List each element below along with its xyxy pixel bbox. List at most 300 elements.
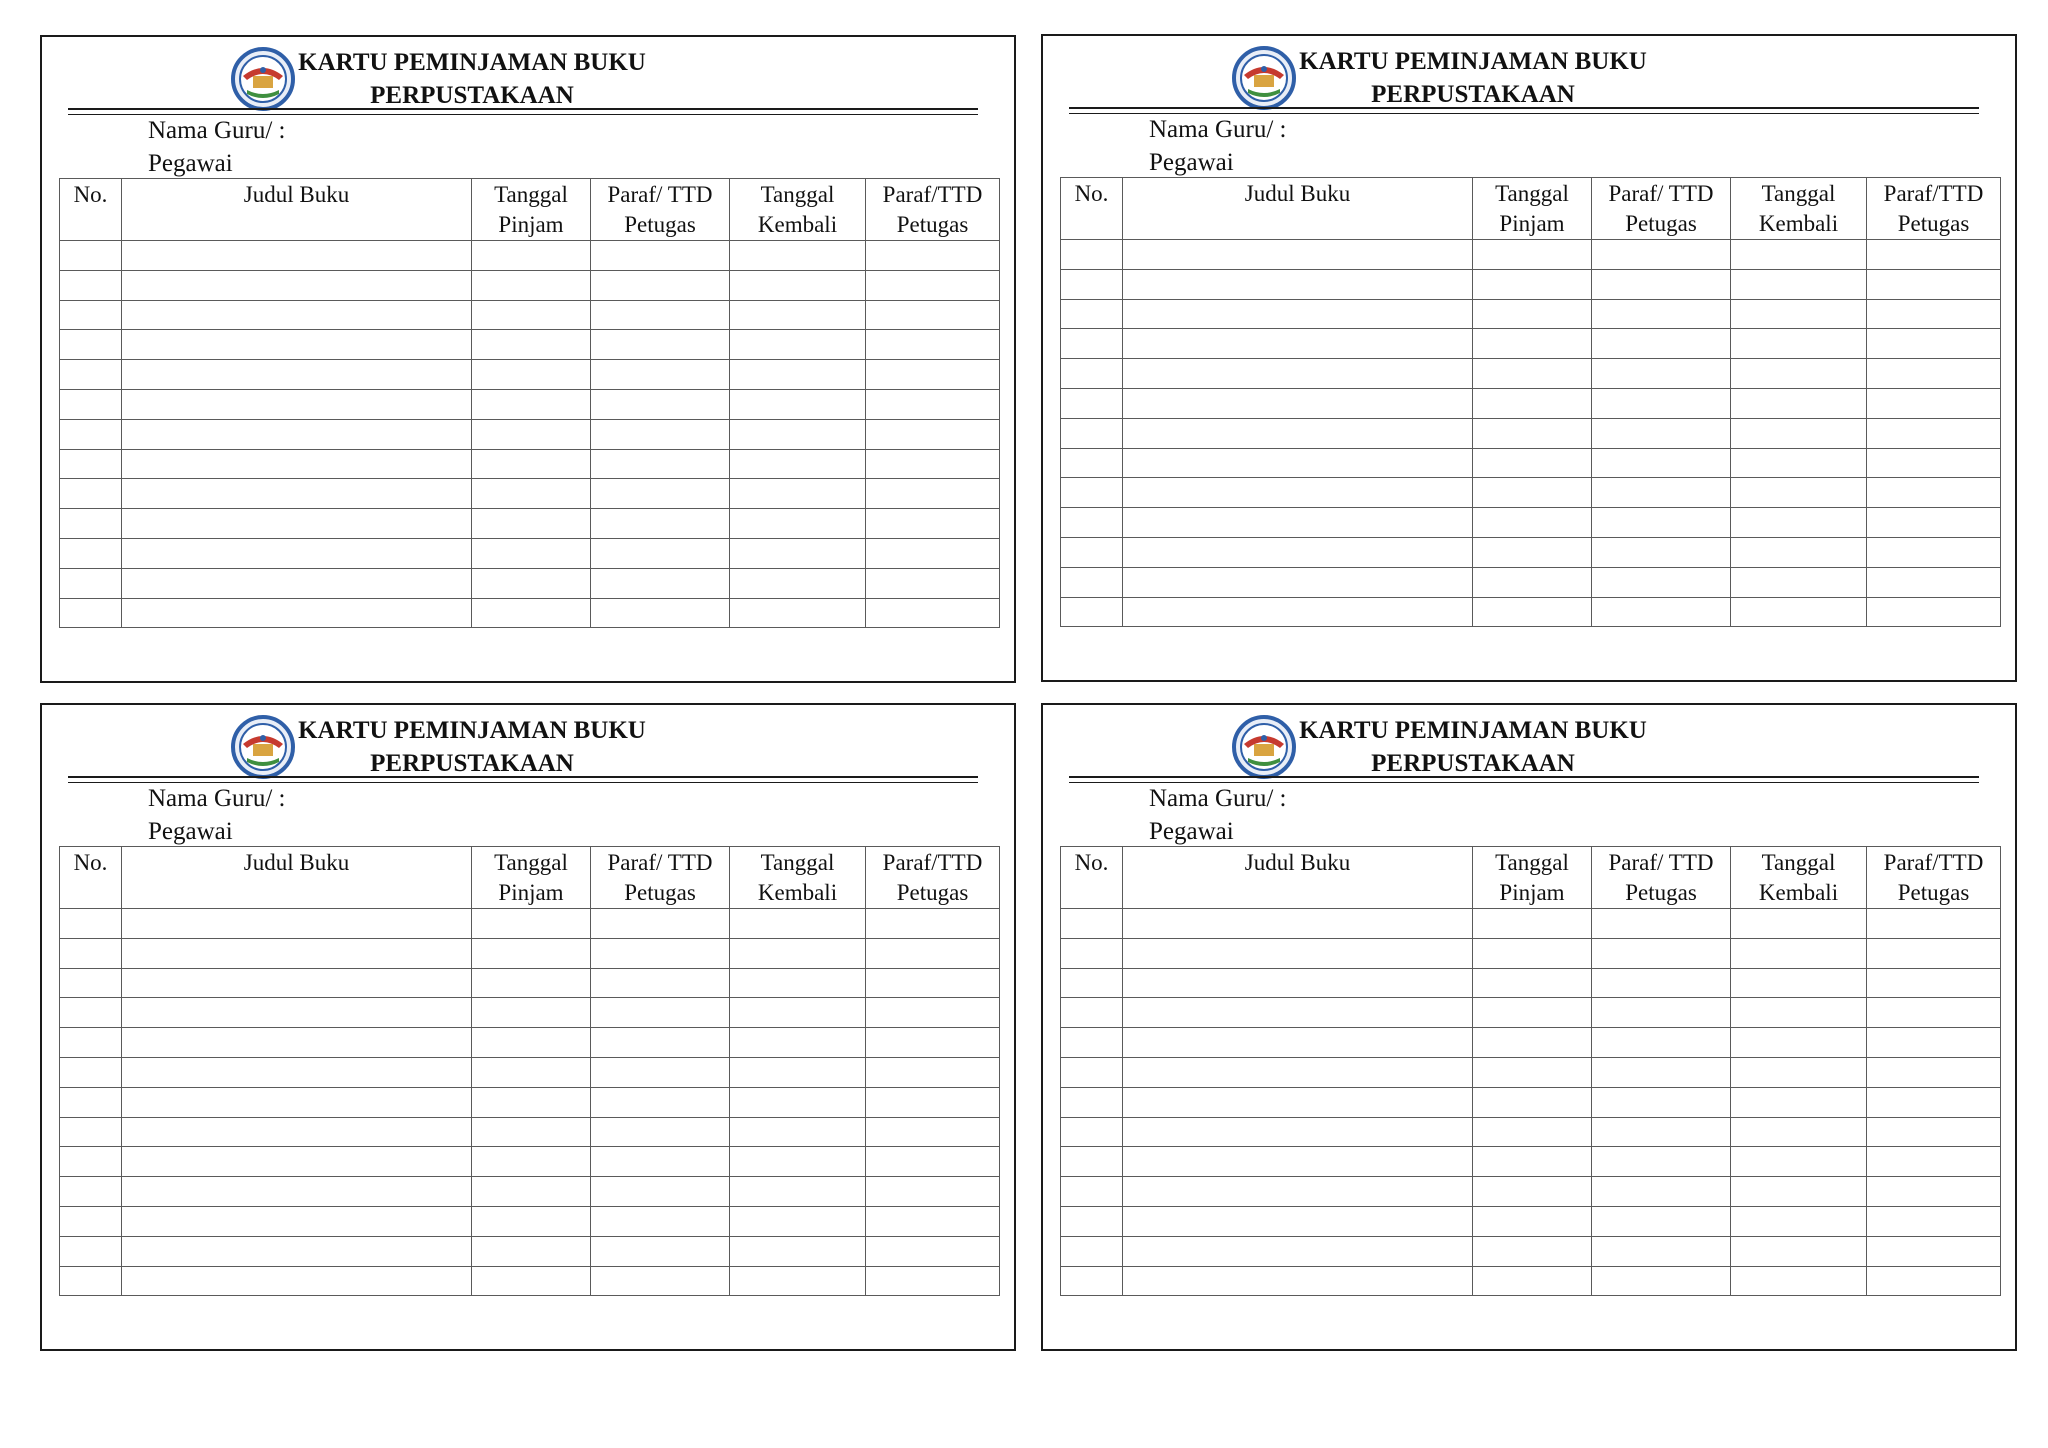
table-cell[interactable] — [122, 270, 472, 300]
table-cell[interactable] — [1867, 329, 2001, 359]
table-cell[interactable] — [866, 330, 1000, 360]
table-cell[interactable] — [1061, 1147, 1123, 1177]
table-cell[interactable] — [1473, 1177, 1592, 1207]
table-cell[interactable] — [730, 1236, 866, 1266]
table-cell[interactable] — [1123, 597, 1473, 627]
table-cell[interactable] — [1867, 478, 2001, 508]
table-cell[interactable] — [1592, 537, 1731, 567]
table-cell[interactable] — [122, 1236, 472, 1266]
table-cell[interactable] — [730, 1087, 866, 1117]
table-cell[interactable] — [472, 1266, 591, 1296]
table-cell[interactable] — [591, 968, 730, 998]
table-cell[interactable] — [60, 270, 122, 300]
table-cell[interactable] — [60, 241, 122, 271]
table-cell[interactable] — [591, 1117, 730, 1147]
table-cell[interactable] — [1592, 359, 1731, 389]
table-cell[interactable] — [1731, 1057, 1867, 1087]
table-cell[interactable] — [1592, 329, 1731, 359]
table-cell[interactable] — [1473, 1206, 1592, 1236]
table-cell[interactable] — [730, 270, 866, 300]
table-cell[interactable] — [1123, 1177, 1473, 1207]
table-cell[interactable] — [60, 479, 122, 509]
table-cell[interactable] — [60, 968, 122, 998]
table-cell[interactable] — [1592, 938, 1731, 968]
table-cell[interactable] — [1123, 1087, 1473, 1117]
table-cell[interactable] — [122, 479, 472, 509]
table-cell[interactable] — [866, 598, 1000, 628]
table-cell[interactable] — [866, 538, 1000, 568]
table-cell[interactable] — [1061, 388, 1123, 418]
table-cell[interactable] — [60, 1057, 122, 1087]
table-cell[interactable] — [1867, 567, 2001, 597]
table-cell[interactable] — [472, 1206, 591, 1236]
table-cell[interactable] — [1061, 329, 1123, 359]
table-cell[interactable] — [1867, 299, 2001, 329]
table-cell[interactable] — [1592, 567, 1731, 597]
table-cell[interactable] — [591, 360, 730, 390]
table-cell[interactable] — [1867, 597, 2001, 627]
table-cell[interactable] — [1867, 1206, 2001, 1236]
table-cell[interactable] — [472, 938, 591, 968]
table-cell[interactable] — [1123, 1266, 1473, 1296]
table-cell[interactable] — [1123, 299, 1473, 329]
table-cell[interactable] — [1061, 567, 1123, 597]
table-cell[interactable] — [122, 998, 472, 1028]
table-cell[interactable] — [1061, 537, 1123, 567]
table-cell[interactable] — [591, 568, 730, 598]
table-cell[interactable] — [591, 598, 730, 628]
table-cell[interactable] — [1123, 1028, 1473, 1058]
table-cell[interactable] — [122, 389, 472, 419]
table-cell[interactable] — [1731, 478, 1867, 508]
table-cell[interactable] — [472, 241, 591, 271]
table-cell[interactable] — [1473, 968, 1592, 998]
table-cell[interactable] — [1123, 537, 1473, 567]
table-cell[interactable] — [1592, 968, 1731, 998]
table-cell[interactable] — [1123, 567, 1473, 597]
table-cell[interactable] — [60, 1206, 122, 1236]
table-cell[interactable] — [730, 509, 866, 539]
table-cell[interactable] — [1473, 508, 1592, 538]
table-cell[interactable] — [1867, 1117, 2001, 1147]
table-cell[interactable] — [1592, 478, 1731, 508]
table-cell[interactable] — [60, 389, 122, 419]
table-cell[interactable] — [472, 1028, 591, 1058]
table-cell[interactable] — [1061, 998, 1123, 1028]
table-cell[interactable] — [1061, 1266, 1123, 1296]
table-cell[interactable] — [60, 419, 122, 449]
table-cell[interactable] — [1123, 1147, 1473, 1177]
table-cell[interactable] — [1061, 909, 1123, 939]
table-cell[interactable] — [1473, 1057, 1592, 1087]
table-cell[interactable] — [866, 568, 1000, 598]
table-cell[interactable] — [866, 270, 1000, 300]
table-cell[interactable] — [1473, 269, 1592, 299]
table-cell[interactable] — [60, 1177, 122, 1207]
table-cell[interactable] — [472, 360, 591, 390]
table-cell[interactable] — [1731, 448, 1867, 478]
table-cell[interactable] — [1731, 1147, 1867, 1177]
table-cell[interactable] — [1731, 329, 1867, 359]
table-cell[interactable] — [1592, 1028, 1731, 1058]
table-cell[interactable] — [1123, 269, 1473, 299]
table-cell[interactable] — [1123, 1236, 1473, 1266]
table-cell[interactable] — [1731, 418, 1867, 448]
table-cell[interactable] — [730, 938, 866, 968]
table-cell[interactable] — [1731, 1028, 1867, 1058]
table-cell[interactable] — [122, 1177, 472, 1207]
table-cell[interactable] — [591, 1206, 730, 1236]
table-cell[interactable] — [1061, 938, 1123, 968]
table-cell[interactable] — [60, 1147, 122, 1177]
table-cell[interactable] — [730, 241, 866, 271]
table-cell[interactable] — [1473, 938, 1592, 968]
table-cell[interactable] — [1123, 998, 1473, 1028]
table-cell[interactable] — [122, 568, 472, 598]
table-cell[interactable] — [472, 1117, 591, 1147]
table-cell[interactable] — [1867, 240, 2001, 270]
table-cell[interactable] — [866, 1057, 1000, 1087]
table-cell[interactable] — [122, 538, 472, 568]
table-cell[interactable] — [60, 1087, 122, 1117]
table-cell[interactable] — [1061, 1028, 1123, 1058]
table-cell[interactable] — [472, 1236, 591, 1266]
table-cell[interactable] — [60, 909, 122, 939]
table-cell[interactable] — [1473, 1087, 1592, 1117]
table-cell[interactable] — [730, 300, 866, 330]
table-cell[interactable] — [866, 479, 1000, 509]
table-cell[interactable] — [1061, 448, 1123, 478]
table-cell[interactable] — [1731, 1266, 1867, 1296]
table-cell[interactable] — [866, 1028, 1000, 1058]
table-cell[interactable] — [60, 360, 122, 390]
table-cell[interactable] — [1592, 448, 1731, 478]
table-cell[interactable] — [60, 568, 122, 598]
table-cell[interactable] — [1867, 448, 2001, 478]
table-cell[interactable] — [1123, 448, 1473, 478]
table-cell[interactable] — [1867, 418, 2001, 448]
table-cell[interactable] — [122, 330, 472, 360]
table-cell[interactable] — [1731, 240, 1867, 270]
table-cell[interactable] — [472, 300, 591, 330]
table-cell[interactable] — [472, 1177, 591, 1207]
table-cell[interactable] — [730, 360, 866, 390]
table-cell[interactable] — [1473, 597, 1592, 627]
table-cell[interactable] — [60, 938, 122, 968]
table-cell[interactable] — [1592, 269, 1731, 299]
table-cell[interactable] — [1473, 448, 1592, 478]
table-cell[interactable] — [591, 1057, 730, 1087]
table-cell[interactable] — [1473, 1147, 1592, 1177]
table-cell[interactable] — [591, 909, 730, 939]
table-cell[interactable] — [122, 419, 472, 449]
table-cell[interactable] — [1867, 269, 2001, 299]
table-cell[interactable] — [866, 1177, 1000, 1207]
table-cell[interactable] — [1473, 329, 1592, 359]
table-cell[interactable] — [1473, 418, 1592, 448]
table-cell[interactable] — [730, 449, 866, 479]
table-cell[interactable] — [122, 1147, 472, 1177]
table-cell[interactable] — [591, 330, 730, 360]
table-cell[interactable] — [1731, 299, 1867, 329]
table-cell[interactable] — [1867, 1057, 2001, 1087]
table-cell[interactable] — [866, 1117, 1000, 1147]
table-cell[interactable] — [1061, 359, 1123, 389]
table-cell[interactable] — [60, 330, 122, 360]
table-cell[interactable] — [472, 419, 591, 449]
table-cell[interactable] — [472, 1147, 591, 1177]
table-cell[interactable] — [1061, 1177, 1123, 1207]
table-cell[interactable] — [1473, 1236, 1592, 1266]
table-cell[interactable] — [1473, 909, 1592, 939]
table-cell[interactable] — [1731, 1206, 1867, 1236]
table-cell[interactable] — [122, 1028, 472, 1058]
table-cell[interactable] — [1731, 938, 1867, 968]
table-cell[interactable] — [1592, 1206, 1731, 1236]
table-cell[interactable] — [1867, 1266, 2001, 1296]
table-cell[interactable] — [1867, 909, 2001, 939]
table-cell[interactable] — [730, 1266, 866, 1296]
table-cell[interactable] — [1592, 1266, 1731, 1296]
table-cell[interactable] — [1473, 388, 1592, 418]
table-cell[interactable] — [1123, 968, 1473, 998]
table-cell[interactable] — [1061, 1057, 1123, 1087]
table-cell[interactable] — [60, 1266, 122, 1296]
table-cell[interactable] — [1592, 597, 1731, 627]
table-cell[interactable] — [1061, 299, 1123, 329]
table-cell[interactable] — [1123, 240, 1473, 270]
table-cell[interactable] — [866, 938, 1000, 968]
table-cell[interactable] — [472, 330, 591, 360]
table-cell[interactable] — [1731, 537, 1867, 567]
table-cell[interactable] — [730, 909, 866, 939]
table-cell[interactable] — [730, 419, 866, 449]
table-cell[interactable] — [866, 241, 1000, 271]
table-cell[interactable] — [1592, 909, 1731, 939]
table-cell[interactable] — [1867, 359, 2001, 389]
table-cell[interactable] — [1061, 418, 1123, 448]
table-cell[interactable] — [866, 389, 1000, 419]
table-cell[interactable] — [1731, 269, 1867, 299]
table-cell[interactable] — [1123, 909, 1473, 939]
table-cell[interactable] — [60, 300, 122, 330]
table-cell[interactable] — [1731, 1087, 1867, 1117]
table-cell[interactable] — [1061, 597, 1123, 627]
table-cell[interactable] — [1123, 938, 1473, 968]
table-cell[interactable] — [866, 449, 1000, 479]
table-cell[interactable] — [122, 509, 472, 539]
table-cell[interactable] — [730, 538, 866, 568]
table-cell[interactable] — [1473, 478, 1592, 508]
table-cell[interactable] — [866, 300, 1000, 330]
table-cell[interactable] — [591, 300, 730, 330]
table-cell[interactable] — [730, 1206, 866, 1236]
table-cell[interactable] — [1592, 1117, 1731, 1147]
table-cell[interactable] — [122, 1057, 472, 1087]
table-cell[interactable] — [591, 449, 730, 479]
table-cell[interactable] — [1123, 388, 1473, 418]
table-cell[interactable] — [1473, 359, 1592, 389]
table-cell[interactable] — [1867, 968, 2001, 998]
table-cell[interactable] — [591, 419, 730, 449]
table-cell[interactable] — [591, 1236, 730, 1266]
table-cell[interactable] — [591, 538, 730, 568]
table-cell[interactable] — [472, 389, 591, 419]
table-cell[interactable] — [122, 1087, 472, 1117]
table-cell[interactable] — [1061, 1206, 1123, 1236]
table-cell[interactable] — [730, 1057, 866, 1087]
table-cell[interactable] — [730, 330, 866, 360]
table-cell[interactable] — [1473, 998, 1592, 1028]
table-cell[interactable] — [730, 1177, 866, 1207]
table-cell[interactable] — [1867, 1087, 2001, 1117]
table-cell[interactable] — [591, 1147, 730, 1177]
table-cell[interactable] — [1867, 1236, 2001, 1266]
table-cell[interactable] — [866, 998, 1000, 1028]
table-cell[interactable] — [1061, 1117, 1123, 1147]
table-cell[interactable] — [60, 538, 122, 568]
table-cell[interactable] — [1731, 909, 1867, 939]
table-cell[interactable] — [122, 598, 472, 628]
table-cell[interactable] — [1473, 240, 1592, 270]
table-cell[interactable] — [1867, 537, 2001, 567]
table-cell[interactable] — [730, 1147, 866, 1177]
table-cell[interactable] — [866, 360, 1000, 390]
table-cell[interactable] — [1123, 1117, 1473, 1147]
table-cell[interactable] — [472, 968, 591, 998]
table-cell[interactable] — [122, 938, 472, 968]
table-cell[interactable] — [1867, 998, 2001, 1028]
table-cell[interactable] — [1061, 1087, 1123, 1117]
table-cell[interactable] — [591, 938, 730, 968]
table-cell[interactable] — [1473, 299, 1592, 329]
table-cell[interactable] — [472, 538, 591, 568]
table-cell[interactable] — [1473, 1028, 1592, 1058]
table-cell[interactable] — [1473, 567, 1592, 597]
table-cell[interactable] — [122, 300, 472, 330]
table-cell[interactable] — [1473, 537, 1592, 567]
table-cell[interactable] — [1123, 508, 1473, 538]
table-cell[interactable] — [472, 1087, 591, 1117]
table-cell[interactable] — [730, 598, 866, 628]
table-cell[interactable] — [122, 449, 472, 479]
table-cell[interactable] — [1731, 359, 1867, 389]
table-cell[interactable] — [1867, 938, 2001, 968]
table-cell[interactable] — [591, 998, 730, 1028]
table-cell[interactable] — [1592, 1087, 1731, 1117]
table-cell[interactable] — [60, 509, 122, 539]
table-cell[interactable] — [866, 968, 1000, 998]
table-cell[interactable] — [1592, 998, 1731, 1028]
table-cell[interactable] — [866, 419, 1000, 449]
table-cell[interactable] — [730, 968, 866, 998]
table-cell[interactable] — [1592, 299, 1731, 329]
table-cell[interactable] — [1592, 1057, 1731, 1087]
table-cell[interactable] — [866, 1087, 1000, 1117]
table-cell[interactable] — [122, 1117, 472, 1147]
table-cell[interactable] — [591, 509, 730, 539]
table-cell[interactable] — [1123, 1057, 1473, 1087]
table-cell[interactable] — [472, 509, 591, 539]
table-cell[interactable] — [1123, 418, 1473, 448]
table-cell[interactable] — [122, 1206, 472, 1236]
table-cell[interactable] — [1061, 240, 1123, 270]
table-cell[interactable] — [122, 360, 472, 390]
table-cell[interactable] — [60, 1236, 122, 1266]
table-cell[interactable] — [472, 598, 591, 628]
table-cell[interactable] — [866, 1206, 1000, 1236]
table-cell[interactable] — [1731, 1236, 1867, 1266]
table-cell[interactable] — [1123, 329, 1473, 359]
table-cell[interactable] — [60, 1028, 122, 1058]
table-cell[interactable] — [1867, 1028, 2001, 1058]
table-cell[interactable] — [472, 449, 591, 479]
table-cell[interactable] — [1592, 388, 1731, 418]
table-cell[interactable] — [591, 270, 730, 300]
table-cell[interactable] — [60, 1117, 122, 1147]
table-cell[interactable] — [472, 998, 591, 1028]
table-cell[interactable] — [1473, 1117, 1592, 1147]
table-cell[interactable] — [1061, 1236, 1123, 1266]
table-cell[interactable] — [60, 598, 122, 628]
table-cell[interactable] — [1123, 1206, 1473, 1236]
table-cell[interactable] — [122, 241, 472, 271]
table-cell[interactable] — [472, 568, 591, 598]
table-cell[interactable] — [1592, 508, 1731, 538]
table-cell[interactable] — [1061, 478, 1123, 508]
table-cell[interactable] — [591, 389, 730, 419]
table-cell[interactable] — [1867, 1177, 2001, 1207]
table-cell[interactable] — [1592, 418, 1731, 448]
table-cell[interactable] — [472, 909, 591, 939]
table-cell[interactable] — [122, 909, 472, 939]
table-cell[interactable] — [730, 568, 866, 598]
table-cell[interactable] — [1731, 567, 1867, 597]
table-cell[interactable] — [1867, 508, 2001, 538]
table-cell[interactable] — [591, 1177, 730, 1207]
table-cell[interactable] — [1123, 359, 1473, 389]
table-cell[interactable] — [730, 389, 866, 419]
table-cell[interactable] — [591, 241, 730, 271]
table-cell[interactable] — [730, 1117, 866, 1147]
table-cell[interactable] — [591, 479, 730, 509]
table-cell[interactable] — [591, 1028, 730, 1058]
table-cell[interactable] — [1731, 968, 1867, 998]
table-cell[interactable] — [866, 1266, 1000, 1296]
table-cell[interactable] — [472, 270, 591, 300]
table-cell[interactable] — [60, 998, 122, 1028]
table-cell[interactable] — [1592, 1147, 1731, 1177]
table-cell[interactable] — [730, 1028, 866, 1058]
table-cell[interactable] — [1123, 478, 1473, 508]
table-cell[interactable] — [591, 1266, 730, 1296]
table-cell[interactable] — [1867, 388, 2001, 418]
table-cell[interactable] — [1731, 508, 1867, 538]
table-cell[interactable] — [1731, 1117, 1867, 1147]
table-cell[interactable] — [122, 968, 472, 998]
table-cell[interactable] — [472, 1057, 591, 1087]
table-cell[interactable] — [1061, 968, 1123, 998]
table-cell[interactable] — [60, 449, 122, 479]
table-cell[interactable] — [1061, 269, 1123, 299]
table-cell[interactable] — [730, 479, 866, 509]
table-cell[interactable] — [472, 479, 591, 509]
table-cell[interactable] — [1731, 388, 1867, 418]
table-cell[interactable] — [866, 909, 1000, 939]
table-cell[interactable] — [1473, 1266, 1592, 1296]
table-cell[interactable] — [122, 1266, 472, 1296]
table-cell[interactable] — [866, 509, 1000, 539]
